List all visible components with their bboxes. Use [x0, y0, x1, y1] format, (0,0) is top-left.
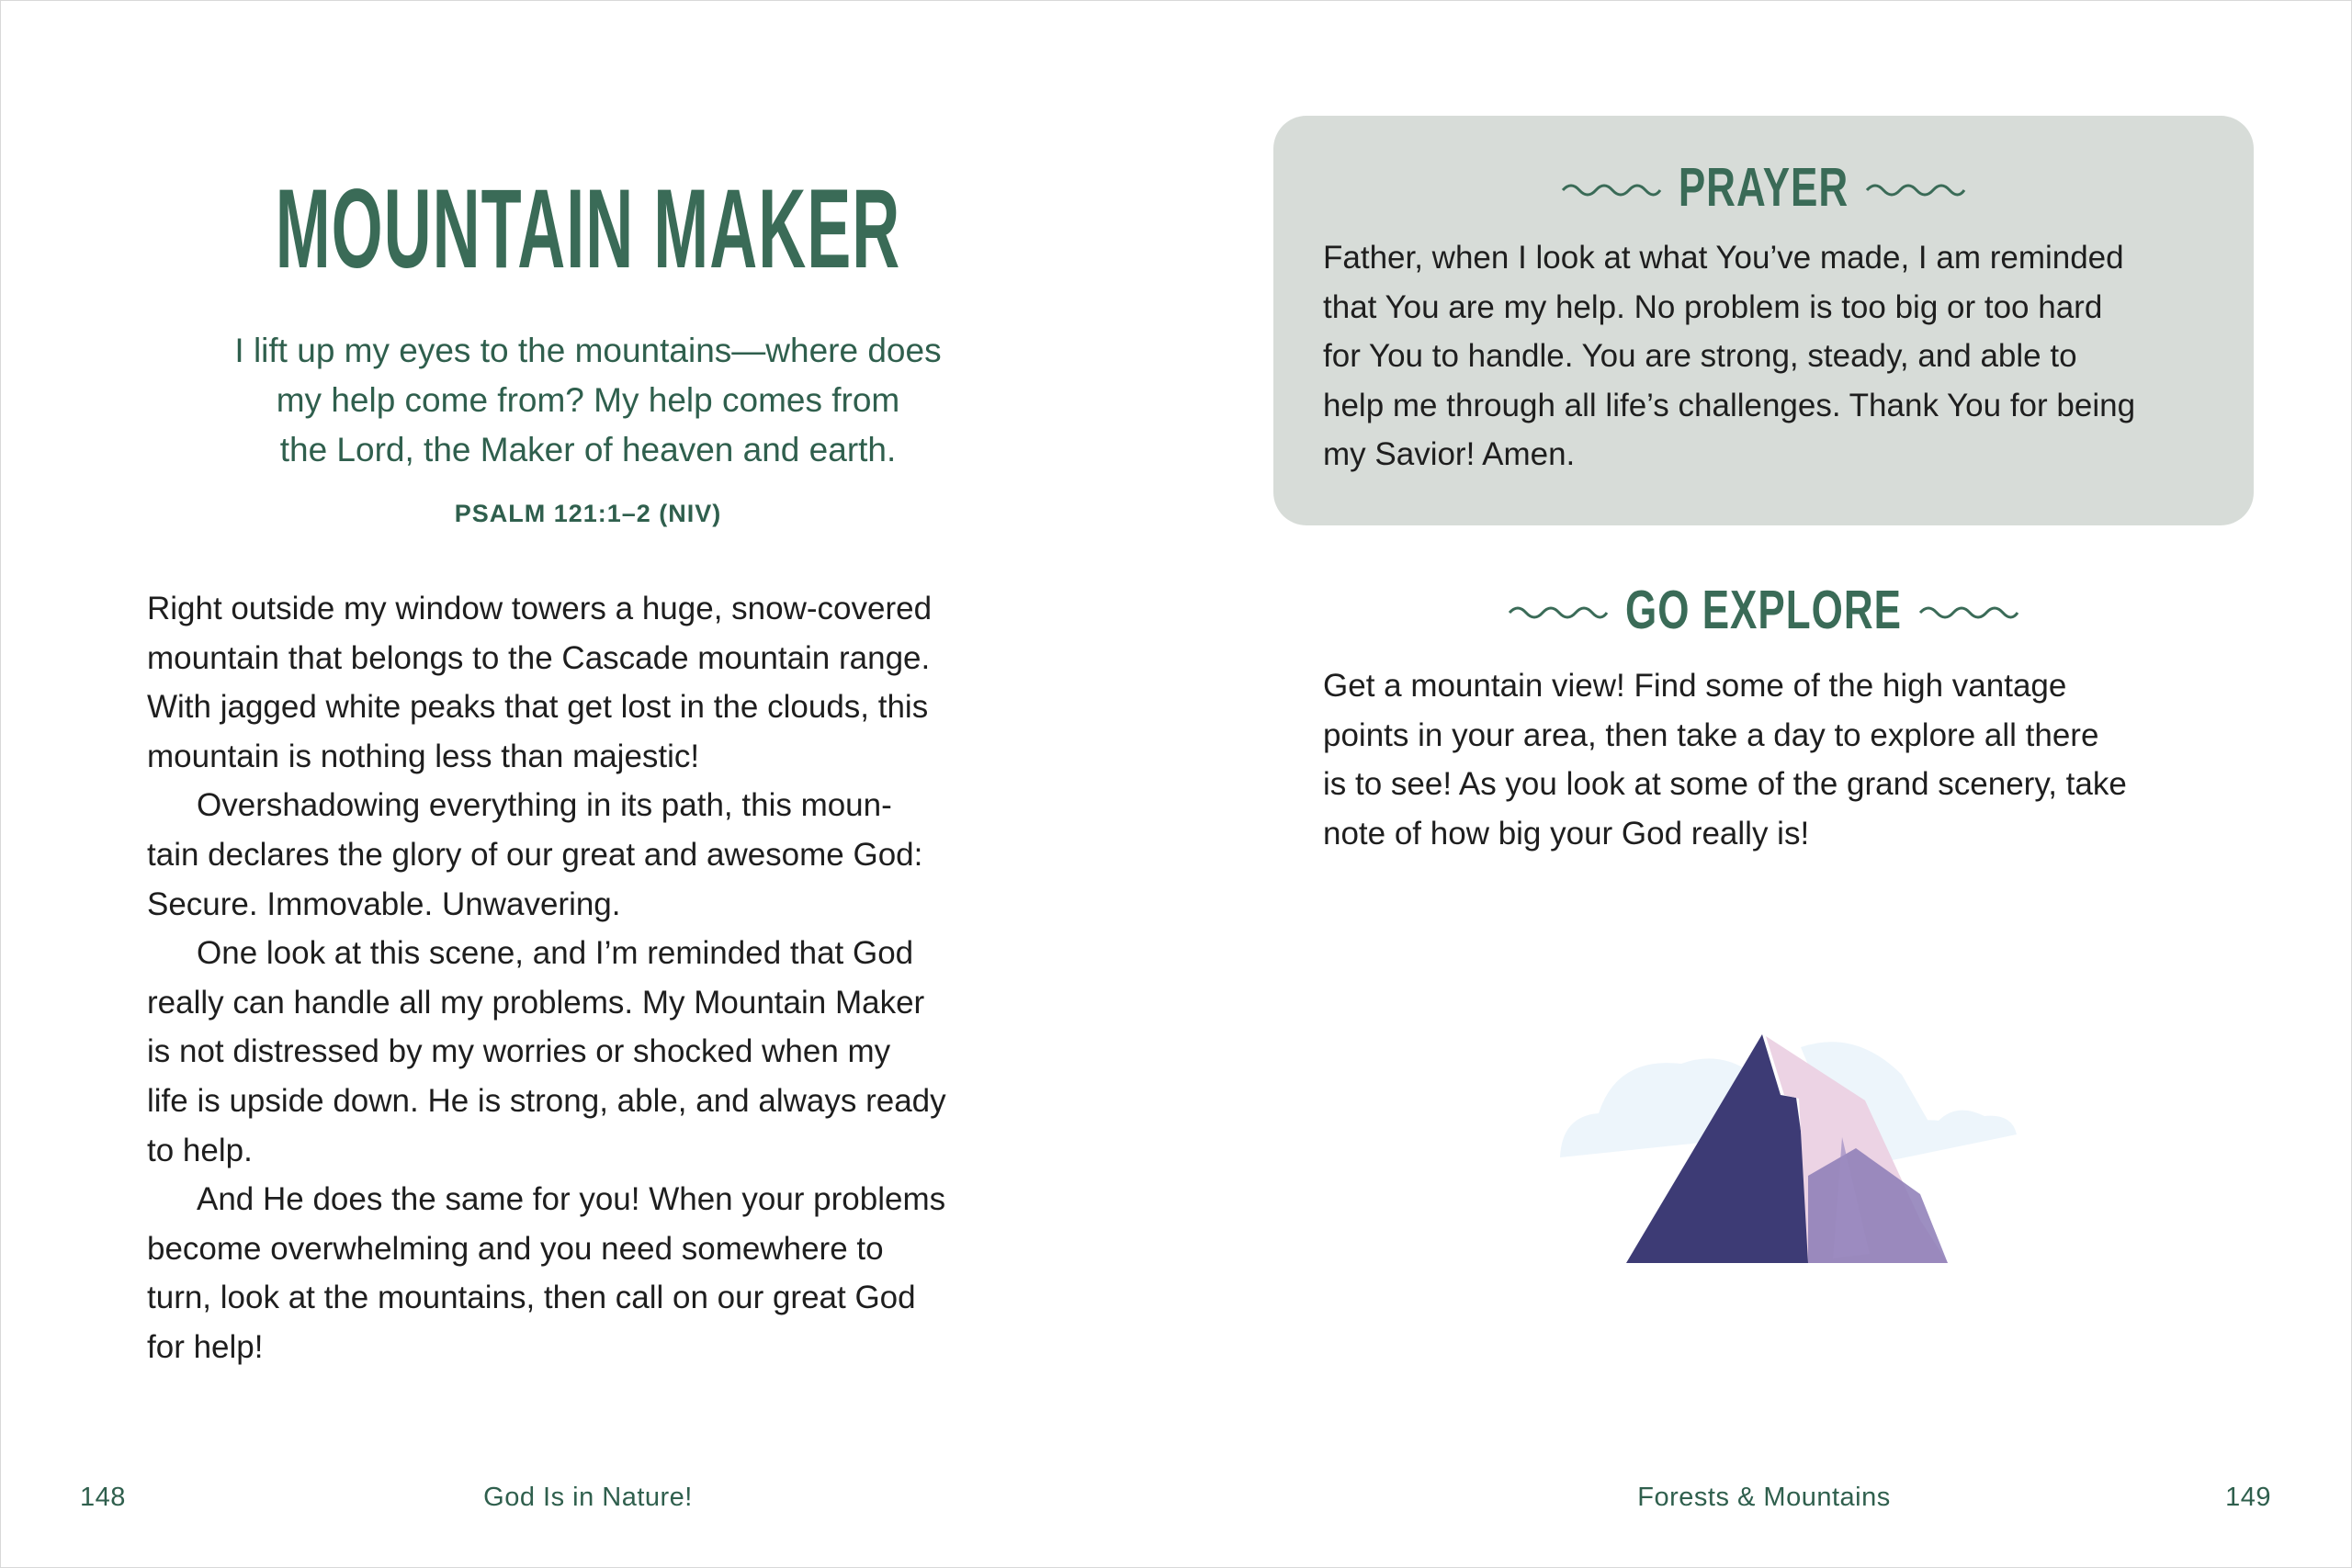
prayer-heading — [1273, 156, 2254, 220]
explore-text — [1323, 661, 2233, 858]
quote-line: I lift up my eyes to the mountains—where does — [234, 332, 942, 369]
body-line: become overwhelming and you need somewhere to — [147, 1230, 884, 1267]
prayer-line: that You are my help. No problem is too big or too hard — [1323, 288, 2103, 325]
explore-line: note of how big your God really is! — [1323, 815, 1810, 852]
body-line: really can handle all my problems. My Mountain Maker — [147, 984, 925, 1021]
mountain-illustration-icon — [1553, 1010, 2030, 1277]
prayer-heading-text: PRAYER — [1678, 157, 1849, 219]
prayer-text — [1323, 233, 2233, 479]
body-line: tain declares the glory of our great and awesome God: — [147, 836, 923, 873]
wave-ornament-icon — [1918, 602, 2019, 620]
scripture-quote — [129, 326, 1047, 475]
wave-ornament-icon — [1561, 179, 1662, 197]
page-number-right: 149 — [2225, 1483, 2271, 1512]
prayer-line: help me through all life’s challenges. Thank You for being — [1323, 387, 2136, 423]
page-title: MOUNTAIN MAKER — [275, 167, 901, 292]
page-number-left: 148 — [80, 1483, 126, 1512]
explore-line: Get a mountain view! Find some of the high vantage — [1323, 668, 2067, 704]
body-line: mountain that belongs to the Cascade mountain range. — [147, 639, 931, 676]
body-line: for help! — [147, 1328, 264, 1365]
body-line: is not distressed by my worries or shocked when my — [147, 1033, 891, 1070]
explore-line: is to see! As you look at some of the grand scenery, take — [1323, 766, 2127, 803]
page-title-wrap — [129, 167, 1047, 292]
explore-heading — [1273, 579, 2254, 643]
body-line: And He does the same for you! When your problems — [197, 1181, 946, 1218]
running-footer-left: God Is in Nature! — [483, 1483, 693, 1512]
body-line: turn, look at the mountains, then call on our great God — [147, 1280, 916, 1316]
wave-ornament-icon — [1865, 179, 1966, 197]
body-line: life is upside down. He is strong, able, and always ready — [147, 1082, 946, 1119]
body-line: Secure. Immovable. Unwavering. — [147, 886, 621, 922]
body-line: Overshadowing everything in its path, this moun- — [197, 787, 892, 824]
prayer-line: my Savior! Amen. — [1323, 436, 1576, 473]
prayer-line: for You to handle. You are strong, steady, and able to — [1323, 338, 2077, 375]
quote-line: the Lord, the Maker of heaven and earth. — [279, 431, 897, 468]
explore-heading-text: GO EXPLORE — [1625, 580, 1902, 641]
wave-ornament-icon — [1508, 602, 1609, 620]
body-line: One look at this scene, and I’m reminded that God — [197, 935, 914, 972]
explore-line: points in your area, then take a day to explore all there — [1323, 716, 2099, 753]
prayer-line: Father, when I look at what You’ve made, I am reminded — [1323, 240, 2124, 276]
scripture-citation: PSALM 121:1–2 (NIV) — [454, 500, 722, 527]
running-footer-right: Forests & Mountains — [1637, 1483, 1891, 1512]
quote-line: my help come from? My help comes from — [276, 381, 900, 419]
body-line: to help. — [147, 1132, 253, 1168]
devotional-body — [147, 584, 1047, 1372]
body-line: Right outside my window towers a huge, snow-covered — [147, 591, 933, 626]
body-line: With jagged white peaks that get lost in the clouds, this — [147, 689, 929, 726]
body-line: mountain is nothing less than majestic! — [147, 738, 700, 774]
